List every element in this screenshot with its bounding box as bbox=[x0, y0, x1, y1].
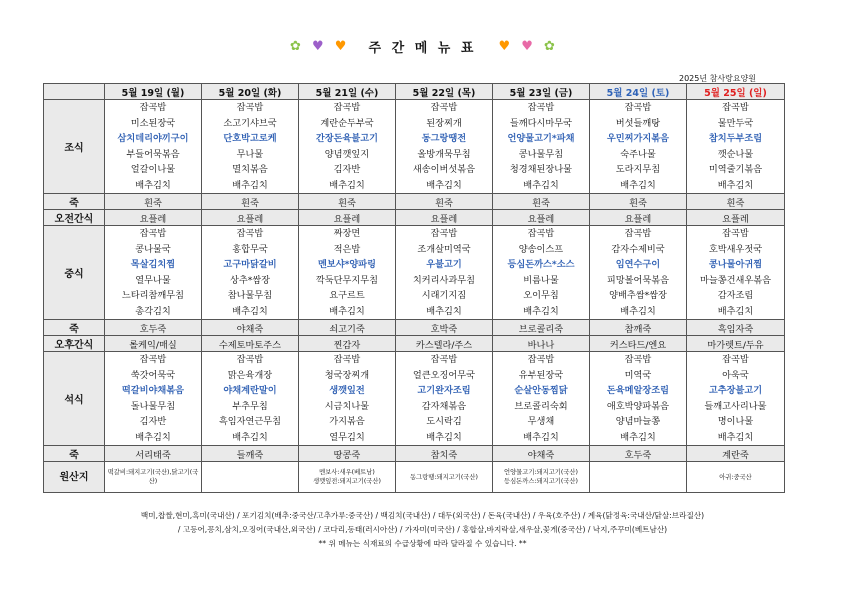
menu-item: 치커리사과무침 bbox=[412, 274, 476, 286]
menu-item: 흑임자연근무침 bbox=[218, 416, 282, 427]
menu-cell bbox=[105, 352, 202, 446]
meal-row-breakfast bbox=[44, 100, 785, 194]
menu-item: 잡곡밥 bbox=[430, 102, 458, 113]
menu-item: 배추김치 bbox=[135, 431, 171, 443]
menu-item: 배추김치 bbox=[329, 305, 365, 317]
menu-item: 잡곡밥 bbox=[236, 102, 264, 113]
menu-cell bbox=[493, 226, 590, 320]
menu-item: 무생채 bbox=[527, 416, 555, 427]
menu-cell bbox=[493, 352, 590, 446]
menu-cell: 커스타드/엔요 bbox=[590, 336, 687, 352]
menu-item: 잡곡밥 bbox=[139, 228, 167, 239]
menu-item: 부들어묵볶음 bbox=[126, 148, 180, 160]
menu-item: 미소된장국 bbox=[130, 117, 176, 129]
menu-item: 양념마늘쫑 bbox=[615, 416, 661, 427]
menu-item: 참치두부조림 bbox=[708, 133, 763, 144]
day-header-row bbox=[44, 84, 785, 100]
menu-cell: 요플레 bbox=[493, 210, 590, 226]
menu-item: 삼치데리야끼구이 bbox=[117, 133, 189, 144]
menu-item: 야채계란말이 bbox=[223, 385, 277, 396]
menu-cell bbox=[202, 352, 299, 446]
menu-item: 언양물고기*파채 bbox=[507, 133, 575, 144]
day-header: 5월 20일 (화) bbox=[202, 84, 299, 100]
menu-cell bbox=[687, 352, 785, 446]
menu-item: 숙주나물 bbox=[620, 148, 656, 160]
menu-cell bbox=[396, 100, 493, 194]
menu-item: 시래기지짐 bbox=[421, 290, 467, 301]
origin-cell: 떡갈비:돼지고기(국산),닭고기(국산) bbox=[105, 462, 202, 493]
menu-item: 돈육메알장조림 bbox=[606, 385, 670, 396]
menu-item: 열무나물 bbox=[135, 274, 171, 286]
menu-item: 김자반 bbox=[139, 416, 167, 427]
day-header: 5월 19일 (월) bbox=[105, 84, 202, 100]
menu-cell: 찐감자 bbox=[299, 336, 396, 352]
menu-cell: 계란죽 bbox=[687, 446, 785, 462]
menu-item: 피망볼어묵볶음 bbox=[606, 274, 670, 286]
menu-cell bbox=[299, 226, 396, 320]
menu-item: 배추김치 bbox=[329, 179, 365, 191]
menu-item: 양배추쌈*쌈장 bbox=[609, 290, 667, 301]
menu-item: 상추*쌈장 bbox=[229, 274, 271, 286]
origin-cell: 언양물고기:돼지고기(국산) 등심돈까스:돼지고기(국산) bbox=[493, 462, 590, 493]
menu-item: 배추김치 bbox=[717, 431, 754, 443]
menu-item: 순살안동찜닭 bbox=[514, 385, 568, 396]
menu-cell bbox=[202, 100, 299, 194]
menu-item: 감자채볶음 bbox=[421, 400, 467, 412]
menu-item: 배추김치 bbox=[717, 179, 754, 191]
menu-item: 생깻잎전 bbox=[329, 385, 365, 396]
menu-cell: 참깨죽 bbox=[590, 320, 687, 336]
meal-label-am_snack: 오전간식 bbox=[44, 210, 105, 226]
menu-item: 애호박양파볶음 bbox=[606, 400, 670, 412]
menu-item: 간장돈육불고기 bbox=[315, 133, 379, 144]
menu-item: 도라지무침 bbox=[615, 164, 661, 175]
menu-item: 깻순나물 bbox=[717, 148, 754, 160]
menu-item: 배추김치 bbox=[620, 431, 656, 443]
menu-cell bbox=[590, 352, 687, 446]
weekly-menu-table bbox=[43, 83, 785, 493]
menu-item: 잡곡밥 bbox=[430, 228, 458, 239]
menu-cell: 흑임자죽 bbox=[687, 320, 785, 336]
menu-item: 적은밥 bbox=[333, 243, 361, 255]
menu-item: 잡곡밥 bbox=[333, 354, 361, 365]
menu-item: 잡곡밥 bbox=[430, 354, 458, 365]
menu-item: 배추김치 bbox=[523, 431, 559, 443]
menu-cell: 요플레 bbox=[687, 210, 785, 226]
menu-item: 목살김치찜 bbox=[130, 259, 176, 270]
origin-note-line1: 백미,찹쌀,현미,흑미(국내산) / 포기김치(배추:중국산/고추가루:중국산) / 백김치(국내산) / 대두(외국산) / 돈육(국내산) / 우육(호주산) / 계육(닭정육:국내산/닭살:브라질산) bbox=[140, 511, 705, 520]
menu-item: 잡곡밥 bbox=[624, 228, 652, 239]
menu-item: 유부된장국 bbox=[518, 369, 564, 381]
menu-item: 잡곡밥 bbox=[527, 354, 555, 365]
menu-cell: 바나나 bbox=[493, 336, 590, 352]
meal-label-origin: 원산지 bbox=[44, 462, 105, 493]
tulip-icon: ♥ bbox=[312, 39, 324, 54]
menu-item: 동그랑땡전 bbox=[421, 133, 467, 144]
supply-disclaimer: ** 위 메뉴는 식재료의 수급상황에 따라 달라질 수 있습니다. ** bbox=[318, 539, 527, 548]
meal-row-pm_snack bbox=[44, 336, 785, 352]
menu-item: 배추김치 bbox=[620, 179, 656, 191]
menu-item: 들깨고사리나물 bbox=[704, 400, 767, 412]
origin-cell bbox=[590, 462, 687, 493]
menu-item: 도시락김 bbox=[426, 416, 462, 427]
menu-item: 잡곡밥 bbox=[527, 228, 555, 239]
menu-item: 배추김치 bbox=[232, 305, 268, 317]
menu-item: 홍합무국 bbox=[232, 243, 268, 255]
menu-item: 잡곡밥 bbox=[333, 102, 361, 113]
menu-cell bbox=[299, 100, 396, 194]
meal-row-origin bbox=[44, 462, 785, 493]
menu-item: 임연수구이 bbox=[615, 259, 661, 270]
menu-item: 명이나물 bbox=[717, 416, 754, 427]
menu-item: 돌나물무침 bbox=[130, 400, 176, 412]
menu-cell: 브로콜리죽 bbox=[493, 320, 590, 336]
menu-item: 참나물무침 bbox=[227, 290, 273, 301]
menu-cell: 쇠고기죽 bbox=[299, 320, 396, 336]
menu-item: 맑은육개장 bbox=[227, 369, 273, 381]
menu-item: 고기완자조림 bbox=[417, 385, 471, 396]
menu-item: 잡곡밥 bbox=[139, 354, 167, 365]
menu-item: 호박새우젓국 bbox=[708, 243, 763, 255]
menu-item: 감자조림 bbox=[717, 290, 754, 301]
menu-item: 깍둑단무지무침 bbox=[315, 274, 379, 286]
meal-label-pm_snack: 오후간식 bbox=[44, 336, 105, 352]
menu-item: 잡곡밥 bbox=[722, 102, 749, 113]
menu-item: 부추무침 bbox=[232, 400, 268, 412]
menu-item: 브로콜리숙회 bbox=[514, 400, 568, 412]
origin-cell: 멘보사:새우(베트남) 생깻잎전:돼지고기(국산) bbox=[299, 462, 396, 493]
menu-cell: 흰죽 bbox=[590, 194, 687, 210]
menu-cell: 호두죽 bbox=[590, 446, 687, 462]
meal-label-porridge1: 죽 bbox=[44, 194, 105, 210]
meal-row-lunch bbox=[44, 226, 785, 320]
menu-item: 들깨다시마무국 bbox=[509, 117, 573, 129]
menu-item: 콩나물국 bbox=[135, 243, 171, 255]
menu-item: 얼큰오징어무국 bbox=[412, 369, 476, 381]
menu-item: 잡곡밥 bbox=[139, 102, 167, 113]
menu-item: 단호박고로케 bbox=[223, 133, 277, 144]
menu-item: 잡곡밥 bbox=[722, 354, 749, 365]
menu-cell bbox=[493, 100, 590, 194]
menu-item: 미역줄기볶음 bbox=[708, 164, 763, 175]
menu-item: 콩나물무침 bbox=[518, 148, 564, 160]
meal-label-dinner: 석식 bbox=[44, 352, 105, 446]
menu-cell: 흰죽 bbox=[493, 194, 590, 210]
menu-item: 올방개묵무침 bbox=[417, 148, 471, 160]
menu-item: 잡곡밥 bbox=[722, 228, 749, 239]
menu-item: 시금치나물 bbox=[324, 400, 370, 412]
menu-item: 배추김치 bbox=[523, 305, 559, 317]
menu-cell bbox=[105, 100, 202, 194]
menu-item: 청국장찌개 bbox=[324, 369, 370, 381]
menu-item: 배추김치 bbox=[426, 431, 462, 443]
menu-cell: 흰죽 bbox=[202, 194, 299, 210]
menu-item: 잡곡밥 bbox=[624, 354, 652, 365]
meal-label-breakfast: 조식 bbox=[44, 100, 105, 194]
facility-name: 2025년 참사랑요양원 bbox=[679, 74, 756, 83]
menu-cell: 흰죽 bbox=[299, 194, 396, 210]
menu-cell bbox=[687, 226, 785, 320]
menu-item: 양송이스프 bbox=[518, 243, 564, 255]
menu-item: 아욱국 bbox=[722, 369, 749, 381]
meal-row-porridge1 bbox=[44, 194, 785, 210]
page-title: 주 간 메 뉴 표 bbox=[368, 41, 477, 56]
menu-cell: 카스텔라/주스 bbox=[396, 336, 493, 352]
menu-cell: 호박죽 bbox=[396, 320, 493, 336]
menu-item: 우민찌가지볶음 bbox=[606, 133, 670, 144]
menu-item: 배추김치 bbox=[426, 305, 462, 317]
meal-row-porridge3 bbox=[44, 446, 785, 462]
menu-item: 총각김치 bbox=[135, 305, 171, 317]
menu-cell: 서리태죽 bbox=[105, 446, 202, 462]
menu-cell: 요플레 bbox=[105, 210, 202, 226]
day-header: 5월 21일 (수) bbox=[299, 84, 396, 100]
menu-cell: 요플레 bbox=[299, 210, 396, 226]
menu-item: 김자반 bbox=[333, 164, 361, 175]
menu-cell: 마가렛트/두유 bbox=[687, 336, 785, 352]
menu-item: 등심돈까스*소스 bbox=[507, 259, 575, 270]
menu-item: 떡갈비야채볶음 bbox=[121, 385, 185, 396]
menu-item: 얼갈이나물 bbox=[130, 164, 176, 175]
meal-row-dinner bbox=[44, 352, 785, 446]
menu-item: 멸치볶음 bbox=[232, 164, 268, 175]
menu-item: 양념깻잎지 bbox=[324, 148, 370, 160]
origin-note-line2: / 고등어,꽁치,삼치,오징어(국내산,외국산) / 코다리,동태(러시아산) / 가자미(미국산) / 홍합살,바지락살,새우살,꽃게(중국산) / 낙지,주꾸미(베트남산) bbox=[177, 525, 668, 534]
menu-item: 배추김치 bbox=[426, 179, 462, 191]
menu-item: 미역국 bbox=[624, 369, 652, 381]
menu-item: 배추김치 bbox=[523, 179, 559, 191]
menu-item: 콩나물아귀찜 bbox=[708, 259, 763, 270]
menu-item: 된장찌개 bbox=[426, 117, 462, 129]
menu-cell: 들깨죽 bbox=[202, 446, 299, 462]
menu-cell bbox=[396, 226, 493, 320]
menu-cell bbox=[590, 226, 687, 320]
menu-item: 잡곡밥 bbox=[527, 102, 555, 113]
menu-item: 마늘쫑건새우볶음 bbox=[699, 274, 771, 286]
menu-item: 멘보샤*양파링 bbox=[317, 259, 377, 270]
menu-cell: 흰죽 bbox=[687, 194, 785, 210]
tulip-icon: ♥ bbox=[521, 39, 533, 54]
menu-cell: 요플레 bbox=[590, 210, 687, 226]
meal-row-am_snack bbox=[44, 210, 785, 226]
menu-item: 배추김치 bbox=[232, 431, 268, 443]
menu-cell: 참치죽 bbox=[396, 446, 493, 462]
flower-icon: ✿ bbox=[290, 39, 301, 54]
menu-item: 고구마닭갈비 bbox=[223, 259, 277, 270]
menu-item: 비름나물 bbox=[523, 274, 559, 286]
menu-cell: 요플레 bbox=[396, 210, 493, 226]
menu-item: 배추김치 bbox=[717, 305, 754, 317]
menu-item: 배추김치 bbox=[232, 179, 268, 191]
origin-cell: 동그랑땡:돼지고기(국산) bbox=[396, 462, 493, 493]
menu-item: 잡곡밥 bbox=[236, 354, 264, 365]
menu-cell: 롤케익/매실 bbox=[105, 336, 202, 352]
menu-cell: 요플레 bbox=[202, 210, 299, 226]
corner-cell bbox=[44, 84, 105, 100]
menu-cell: 야채죽 bbox=[202, 320, 299, 336]
menu-cell bbox=[590, 100, 687, 194]
menu-item: 쑥갓어묵국 bbox=[130, 369, 176, 381]
menu-item: 잡곡밥 bbox=[624, 102, 652, 113]
menu-item: 배추김치 bbox=[135, 179, 171, 191]
menu-item: 오이무침 bbox=[523, 290, 559, 301]
menu-cell: 야채죽 bbox=[493, 446, 590, 462]
meal-row-porridge2 bbox=[44, 320, 785, 336]
menu-item: 조개살미역국 bbox=[417, 243, 471, 255]
menu-item: 무나물 bbox=[236, 148, 264, 160]
tulip-icon: ♥ bbox=[498, 39, 511, 54]
title-row bbox=[0, 36, 845, 58]
menu-item: 계란순두부국 bbox=[320, 117, 374, 129]
origin-cell bbox=[202, 462, 299, 493]
menu-item: 우불고기 bbox=[426, 259, 462, 270]
menu-cell: 수제토마토주스 bbox=[202, 336, 299, 352]
menu-item: 짜장면 bbox=[333, 228, 361, 239]
flower-icon: ✿ bbox=[544, 39, 555, 54]
menu-item: 새송이버섯볶음 bbox=[412, 164, 476, 175]
day-header: 5월 24일 (토) bbox=[590, 84, 687, 100]
day-header: 5월 22일 (목) bbox=[396, 84, 493, 100]
menu-item: 배추김치 bbox=[620, 305, 656, 317]
menu-item: 느타리참깨무침 bbox=[121, 290, 185, 301]
day-header: 5월 25일 (일) bbox=[687, 84, 785, 100]
origin-cell: 아귀:중국산 bbox=[687, 462, 785, 493]
menu-item: 소고기샤브국 bbox=[223, 117, 277, 129]
menu-item: 열무김치 bbox=[329, 431, 365, 443]
menu-item: 잡곡밥 bbox=[236, 228, 264, 239]
meal-label-lunch: 중식 bbox=[44, 226, 105, 320]
menu-item: 감자수제비국 bbox=[611, 243, 665, 255]
menu-cell bbox=[396, 352, 493, 446]
menu-item: 청경채된장나물 bbox=[509, 164, 573, 175]
meal-label-porridge2: 죽 bbox=[44, 320, 105, 336]
menu-item: 가지볶음 bbox=[329, 416, 365, 427]
meal-label-porridge3: 죽 bbox=[44, 446, 105, 462]
menu-cell bbox=[202, 226, 299, 320]
menu-item: 고추장불고기 bbox=[708, 385, 763, 396]
menu-item: 물만두국 bbox=[717, 117, 754, 129]
menu-cell bbox=[105, 226, 202, 320]
tulip-icon: ♥ bbox=[334, 39, 347, 54]
menu-item: 요구르트 bbox=[329, 290, 365, 301]
menu-cell bbox=[687, 100, 785, 194]
menu-cell: 호두죽 bbox=[105, 320, 202, 336]
day-header: 5월 23일 (금) bbox=[493, 84, 590, 100]
menu-item: 버섯들깨탕 bbox=[615, 117, 661, 129]
menu-cell: 땅콩죽 bbox=[299, 446, 396, 462]
menu-cell: 흰죽 bbox=[396, 194, 493, 210]
menu-cell: 흰죽 bbox=[105, 194, 202, 210]
menu-cell bbox=[299, 352, 396, 446]
